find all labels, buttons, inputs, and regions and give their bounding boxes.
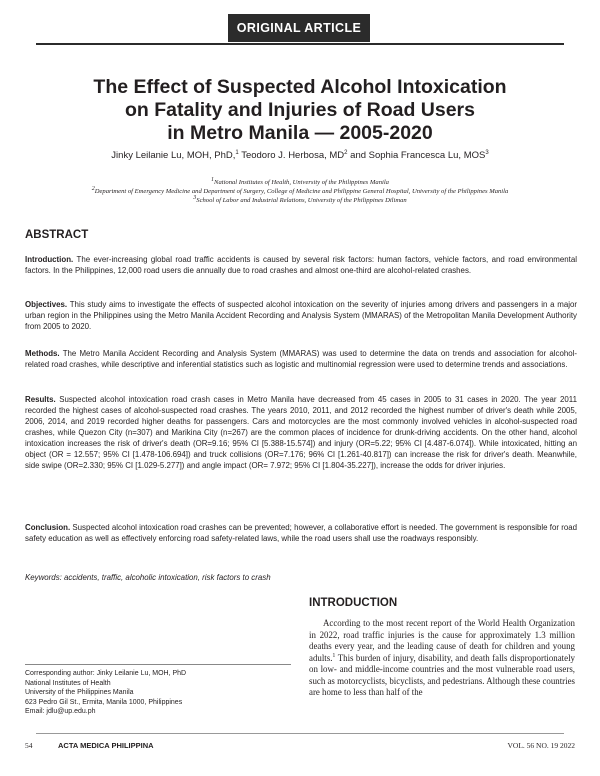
keywords: Keywords: accidents, traffic, alcoholic intoxication, risk factors to crash: [25, 573, 271, 582]
abstract-methods: Methods. The Metro Manila Accident Recording and Analysis System (MMARAS) was used to determine the data on trends and association for alcohol-related road crashes, while descriptive and inferential statistics such as logistic and multinomial regression were used to determine trends and associations.: [25, 349, 577, 369]
page-number: 54: [25, 741, 33, 750]
footer-rule: [36, 733, 564, 734]
title-line: in Metro Manila — 2005-2020: [167, 122, 433, 144]
abstract-conclusion: Conclusion. Suspected alcohol intoxication road crashes can be prevented; however, a collaborative effort is needed. The government is responsible for road safety education as well as effectively enforcing road safety-related laws, while the road users shall use the roadways responsibly.: [25, 523, 577, 543]
abstract-results: Results. Suspected alcohol intoxication road crash cases in Metro Manila have decreased from 45 cases in 2005 to 31 cases in 2020. The year 2011 recorded the highest cases of alcohol-suspected road crashes. The years 2010, 2011, and 2012 recorded the highest number of driver's death while 2005, 2006, 2014, and 2019 recorded higher deaths for passengers. Cars and motorcycles are the most commonly involved vehicles in alcohol-suspected road crashes, while Quezon City (n=307) and Marikina City (n=267) are the common places of incidence for drunk-driving accidents. On the other hand, alcohol intoxication increases the risk of driver's death (OR=9.16; 95% CI [5.388-15.574]) and injury (OR=5.22; 95% CI [4.487-6.074]). While intoxicated, hitting an object (OR = 12.557; 95% CI [1.478-106.694]) and truck collisions (OR=7.176; 96% CI [1.261-40.817]) can increase the risk for driver's death. Meanwhile, side swipe (OR=2.330; 95% CI [1.029-5.277]) and angle impact (OR= 7.972; 95% CI [1.804-35.227]), increase the odds for driver injuries.: [25, 395, 577, 470]
title-line: The Effect of Suspected Alcohol Intoxication: [93, 76, 507, 98]
corresponding-line: National Institutes of Health: [25, 679, 111, 687]
introduction-text: According to the most recent report of the World Health Organization in 2022, road traffic injuries is the cause for approximately 1.3 million deaths every year, and the leading cause of death for children and young adults.$^1$ This burden of injury, disability, and death falls disproportionately on low- and middle-income countries and the most vulnerable road users, such as motorcyclists, bicyclists, and pedestrians. Although these countries are home to less than half of the: [309, 618, 575, 697]
corresponding-line: Corresponding author: Jinky Leilanie Lu, MOH, PhD: [25, 670, 187, 677]
corresponding-email: Email: jdlu@up.edu.ph: [25, 708, 96, 715]
introduction-heading: INTRODUCTION: [309, 597, 398, 609]
volume-info: VOL. 56 NO. 19 2022: [507, 741, 575, 750]
author-list: Jinky Leilanie Lu, MOH, PhD,$^1$ Teodoro J. Herbosa, $MD^2$ and Sophia Francesca Lu, MOS$^3$: [111, 149, 489, 161]
journal-name: ACTA MEDICA PHILIPPINA: [58, 741, 154, 750]
article-type-banner: ORIGINAL ARTICLE: [228, 14, 370, 42]
corresponding-line: University of the Philippines Manila: [25, 689, 134, 696]
title-line: on Fatality and Injuries of Road Users: [125, 99, 475, 121]
article-title: [40, 76, 560, 145]
affiliation: $^1$National Institutes of Health, University of the Philippines Manila: [211, 176, 389, 186]
corresponding-line: 623 Pedro Gil St., Ermita, Manila 1000, Philippines: [25, 698, 183, 706]
affiliation: $^3$School of Labor and Industrial Relations, University of the Philippines Diliman: [193, 194, 407, 204]
author-name: Teodoro J. Herbosa, MD: [238, 150, 345, 161]
abstract-objectives: Objectives. This study aims to investigate the effects of suspected alcohol intoxication on the severity of injuries among drivers and passengers in a major urban region in the Philippines using the Metro Manila Accident Recording and Analysis System (MMARAS) of the Metropolitan Manila Development Authority from 2005 to 2020.: [25, 300, 577, 331]
abstract-introduction: Introduction. The ever-increasing global road traffic accidents is caused by several risk factors: human factors, vehicle factors, and road environmental factors. In the Philippines, 12,000 road users die annually due to road crashes and almost one-third are alcohol-related crashes.: [25, 255, 577, 275]
header-rule: [36, 43, 564, 45]
abstract-heading: ABSTRACT: [25, 229, 89, 241]
author-name: and Sophia Francesca Lu, MOS: [347, 150, 486, 161]
corresponding-author-box: [25, 664, 291, 717]
author-name: Jinky Leilanie Lu, MOH, PhD,: [111, 150, 236, 161]
affiliation: $^2$Department of Emergency Medicine and Department of Surgery, College of Medicine and Philippine General Hospital, University of the Philippines Manila: [91, 185, 509, 195]
